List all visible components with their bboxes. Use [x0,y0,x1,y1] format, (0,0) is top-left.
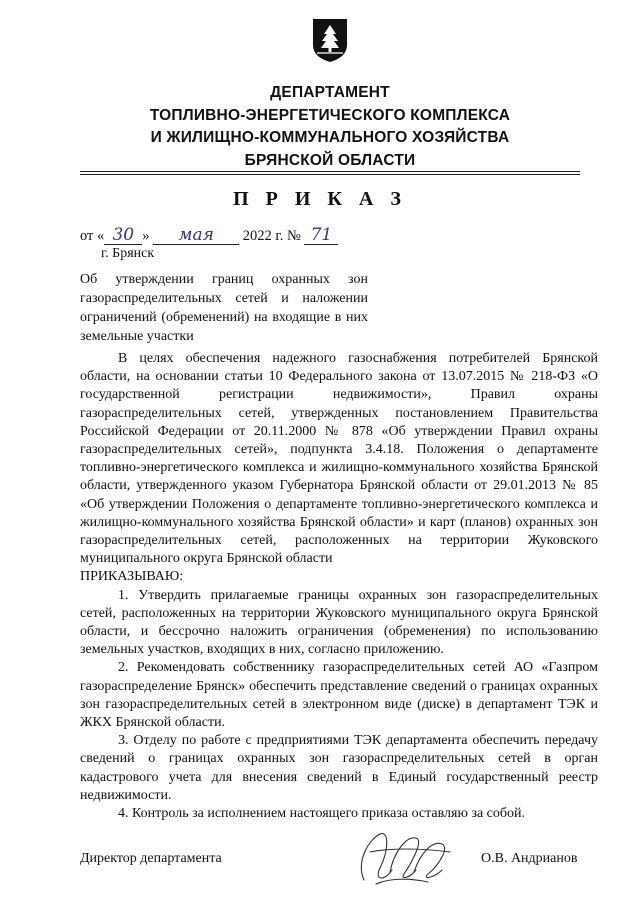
order-item-4: 4. Контроль за исполнением настоящего приказа оставляю за собой. [118,806,526,822]
department-header [130,82,530,172]
signatory-name: О.В. Андрианов [481,851,578,866]
order-subject: Об утверждении границ охранных зон газораспределительных сетей и наложении ограничений (обременений) на входящие в них земельные участки [80,272,368,344]
day-suffix: » [142,228,150,244]
order-number: 71 [304,226,338,245]
signatory-position: Директор департамента [80,851,222,866]
handwritten-signature [350,822,470,894]
header-line-1: ДЕПАРТАМЕНТ [270,84,390,101]
order-item-3: 3. Отделу по работе с предприятиями ТЭК департамента обеспечить передачу сведений о границах охранных зон газораспределительных сетей в орган кадастрового учета для внесения сведений в Единый государственный реестр недвижимости. [80,733,598,803]
order-month: мая [153,226,239,245]
order-day: 30 [104,226,142,245]
number-prefix: № [286,228,301,244]
order-year: 2022 г. [242,228,284,244]
header-line-3: И ЖИЛИЩНО-КОММУНАЛЬНОГО ХОЗЯЙСТВА [150,129,510,146]
document-title: П Р И К А З [233,188,407,210]
order-item-2: 2. Рекомендовать собственнику газораспределительных сетей АО «Газпром газораспределение Брянск» обеспечить представление сведений о границах охранных зон газораспределительных сетей в электронном виде (диске) в департамент ТЭК и ЖКХ Брянской области. [80,660,598,731]
order-body [80,350,598,823]
coat-of-arms-emblem [311,17,349,63]
header-divider-top [80,171,580,172]
order-word: ПРИКАЗЫВАЮ: [80,569,184,585]
city: г. Брянск [101,246,155,261]
header-line-4: БРЯНСКОЙ ОБЛАСТИ [244,151,416,169]
order-date-number-line [80,226,338,245]
order-item-1: 1. Утвердить прилагаемые границы охранных зон газораспределительных сетей, расположенных на территории Жуковского муниципального округа Брянской области, и бессрочно наложить ограничения (обременения) по использованию земельных участков, входящих в них, согласно приложению. [80,587,598,658]
from-prefix: от « [80,228,105,244]
header-divider-bottom [80,174,580,175]
preamble-paragraph: В целях обеспечения надежного газоснабжения потребителей Брянской области, на основании статьи 10 Федерального закона от 13.07.2015 № 218-ФЗ «О государственной регистрации недвижимости», Правил охраны газораспределительных сетей, утвержденных постановлением Правительства Российской Федерации от 20.11.2000 № 878 «Об утверждении Правил охраны газораспределительных сетей», подпункта 3.4.18. Положения о департаменте топливно-энергетического комплекса и жилищно-коммунального хозяйства Брянской области, утвержденного указом Губернатора Брянской области от 29.01.2013 № 85 «Об утверждении Положения о департаменте топливно-энергетического комплекса и жилищно-коммунального хозяйства Брянской области» и карт (планов) охранных зон газораспределительных сетей, расположенных на территории Жуковского муниципального округа Брянской области [80,351,598,567]
header-line-2: ТОПЛИВНО-ЭНЕРГЕТИЧЕСКОГО КОМПЛЕКСА [149,106,511,124]
